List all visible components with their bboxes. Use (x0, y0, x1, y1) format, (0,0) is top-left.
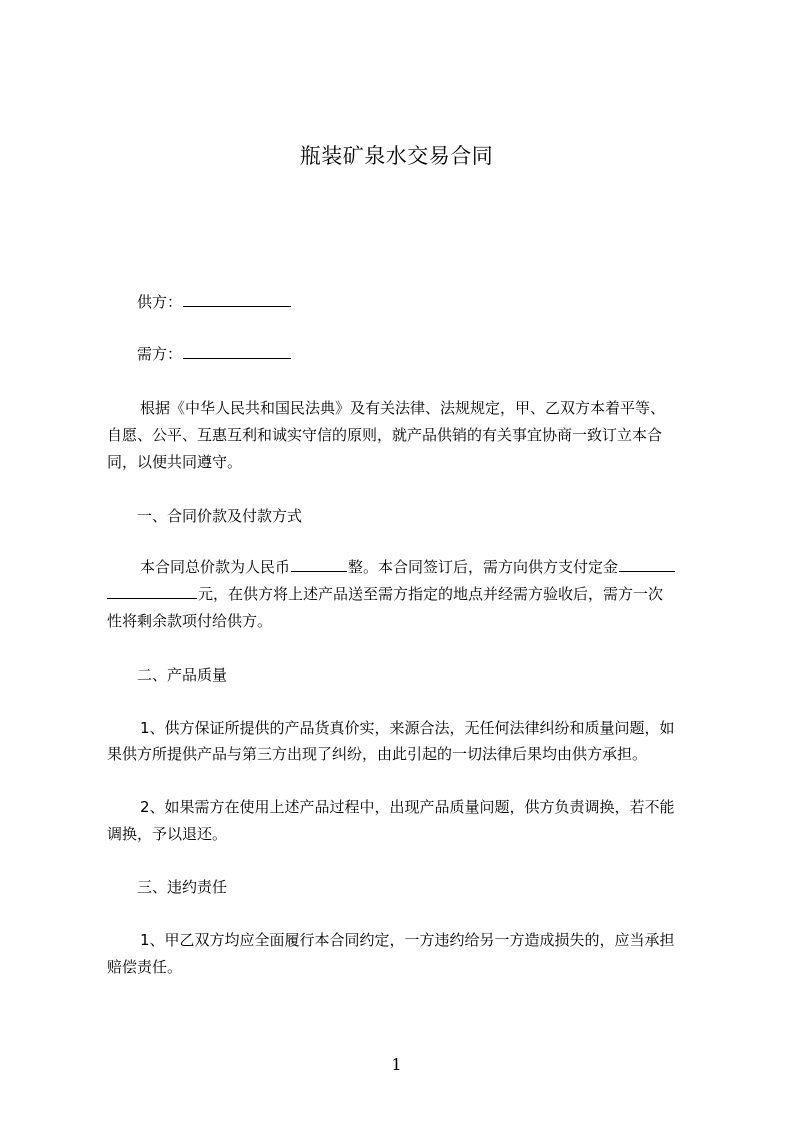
section1-p1-line1 (140, 557, 676, 577)
document-title: 瓶装矿泉水交易合同 (299, 144, 494, 168)
delivery-text: 元，在供方将上述产品送至需方指定的地点并经需方验收后，需方一次 (198, 585, 664, 603)
section2-item1-line2: 果供方所提供产品与第三方出现了纠纷，由此引起的一切法律后果均由供方承担。 (107, 745, 648, 763)
section2-heading: 二、产品质量 (137, 666, 228, 684)
deposit-blank-part1[interactable] (619, 557, 675, 572)
intro-line-3: 同，以便共同遵守。 (107, 453, 243, 471)
section2-item1-line1: 1、供方保证所提供的产品货真价实，来源合法，无任何法律纠纷和质量问题，如 (140, 719, 675, 737)
supplier-line (137, 292, 292, 312)
total-price-blank[interactable] (291, 557, 347, 572)
buyer-line (137, 344, 292, 364)
section3-item1-line1: 1、甲乙双方均应全面履行本合同约定，一方违约给另一方造成损失的，应当承担 (140, 931, 675, 949)
buyer-blank[interactable] (183, 344, 291, 359)
buyer-label: 需方： (137, 345, 183, 363)
page-number: 1 (391, 1055, 402, 1074)
price-text: 本合同总价款为人民币 (140, 558, 291, 576)
section2-item2-line1: 2、如果需方在使用上述产品过程中，出现产品质量问题，供方负责调换，若不能 (140, 798, 675, 816)
supplier-label: 供方： (137, 293, 183, 311)
deposit-blank-part2[interactable] (107, 584, 197, 599)
intro-line-2: 自愿、公平、互惠互利和诚实守信的原则，就产品供销的有关事宜协商一致订立本合 (107, 426, 663, 444)
section3-heading: 三、违约责任 (137, 878, 228, 896)
section2-item2-line2: 调换，予以退还。 (107, 825, 228, 843)
deposit-text: 整。本合同签订后，需方向供方支付定金 (348, 558, 619, 576)
supplier-blank[interactable] (183, 292, 291, 307)
intro-line-1: 根据《中华人民共和国民法典》及有关法律、法规规定，甲、乙双方本着平等、 (140, 399, 666, 417)
section1-p1-line2 (107, 584, 663, 604)
section3-item1-line2: 赔偿责任。 (107, 958, 183, 976)
section1-p1-line3: 性将剩余款项付给供方。 (107, 612, 273, 630)
section1-heading: 一、合同价款及付款方式 (137, 507, 303, 525)
